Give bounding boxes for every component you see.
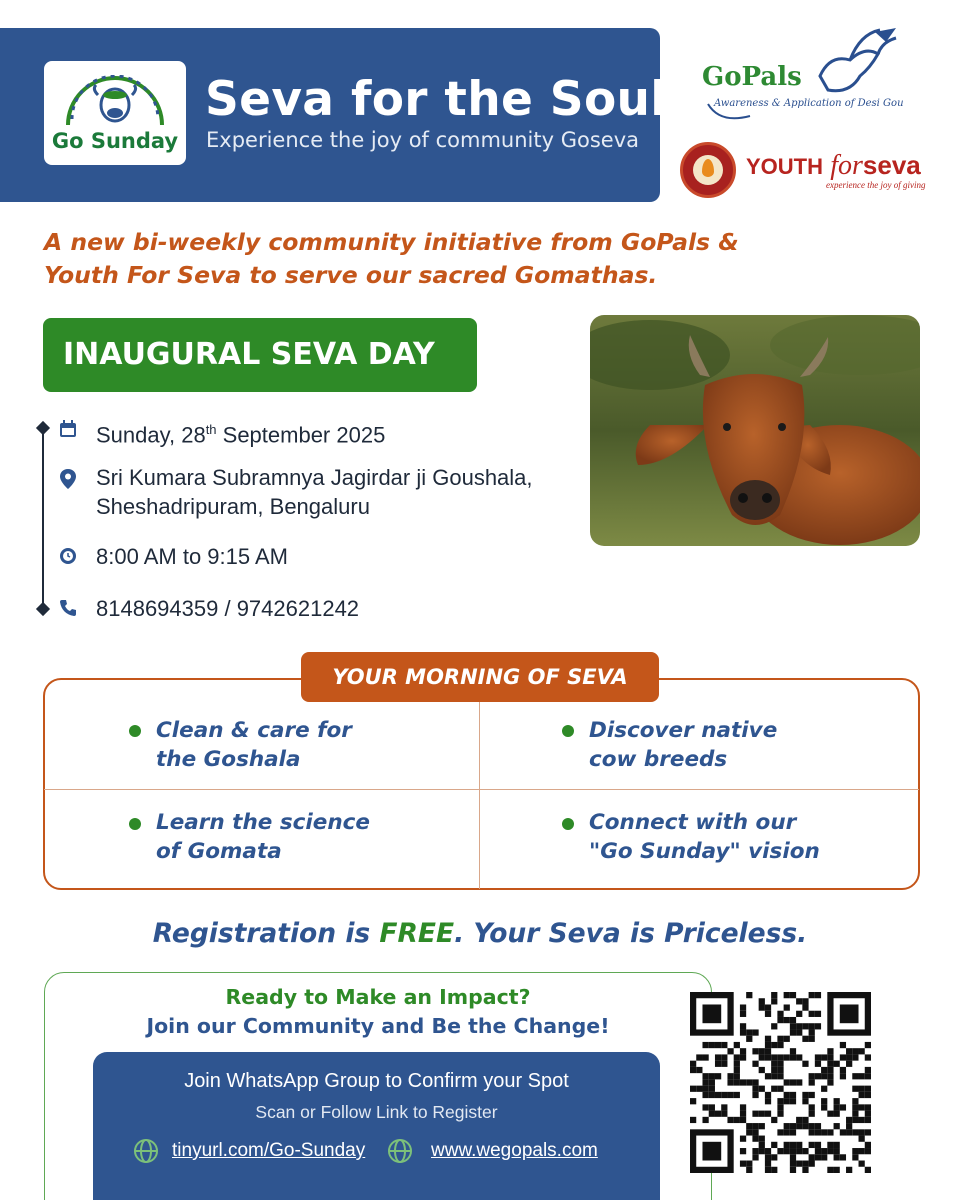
yfs-for: for — [830, 150, 863, 181]
gopals-name: GoPals — [702, 62, 802, 92]
gopals-logo — [700, 24, 920, 134]
bullet-icon — [562, 818, 574, 830]
registration-note — [0, 918, 960, 949]
bullet-icon — [129, 818, 141, 830]
event-venue-line2: Sheshadripuram, Bengaluru — [96, 494, 370, 519]
timeline-end-dot — [36, 602, 50, 616]
registration-part2: . Your Seva is Priceless. — [454, 918, 808, 949]
page-subtitle: Experience the joy of community Goseva — [206, 128, 640, 152]
globe-icon — [387, 1138, 413, 1164]
seva-heading: YOUR MORNING OF SEVA — [301, 652, 659, 702]
scan-instruction: Scan or Follow Link to Register — [255, 1102, 498, 1122]
seva-divider-vertical — [479, 702, 480, 889]
impact-subheading: Join our Community and Be the Change! — [146, 1014, 610, 1038]
yfs-tagline: experience the joy of giving — [826, 180, 926, 190]
timeline-start-dot — [36, 421, 50, 435]
youth-for-seva-seal-icon — [680, 142, 736, 198]
event-venue-line1: Sri Kumara Subramnya Jagirdar ji Goushala, — [96, 465, 533, 490]
bullet-icon — [129, 725, 141, 737]
timeline-line — [42, 426, 44, 610]
website-link[interactable]: www.wegopals.com — [431, 1140, 598, 1161]
cow-logo-icon — [58, 75, 172, 133]
bullet-icon — [562, 725, 574, 737]
event-time: 8:00 AM to 9:15 AM — [96, 544, 289, 569]
seva-item-line2: the Goshala — [156, 747, 301, 772]
date-suffix-sup: th — [205, 422, 217, 437]
go-sunday-logo-text: Go Sunday — [51, 129, 179, 153]
seva-item-line1: Learn the science — [156, 810, 370, 835]
clock-icon — [58, 546, 78, 566]
seva-divider-horizontal — [44, 789, 919, 790]
seva-item-line2: of Gomata — [156, 839, 282, 864]
date-prefix: Sunday, 28 — [96, 422, 206, 448]
phone-icon — [58, 598, 78, 618]
impact-heading: Ready to Make an Impact? — [225, 985, 531, 1009]
globe-icon — [133, 1138, 159, 1164]
seva-item-line1: Discover native — [589, 718, 778, 743]
cow-photo — [590, 315, 920, 546]
seva-item-line1: Clean & care for — [156, 718, 352, 743]
seva-item — [156, 716, 352, 774]
registration-free: FREE — [379, 918, 455, 949]
inaugural-heading: INAUGURAL SEVA DAY — [43, 318, 477, 392]
qr-code[interactable] — [690, 992, 871, 1173]
event-tagline: A new bi-weekly community initiative from GoPals & Youth For Seva to serve our sacred Gomathas. — [44, 228, 739, 289]
date-month-year: September 2025 — [216, 422, 386, 448]
seva-item-line2: cow breeds — [589, 747, 728, 772]
seva-item — [589, 808, 820, 866]
seva-item-line2: "Go Sunday" vision — [589, 839, 820, 864]
registration-part1: Registration is — [152, 918, 380, 949]
tinyurl-link[interactable]: tinyurl.com/Go-Sunday — [172, 1140, 366, 1161]
page-title: Seva for the Soul — [205, 72, 667, 127]
seva-item — [156, 808, 370, 866]
seva-item — [589, 716, 777, 774]
event-phone: 8148694359 / 9742621242 — [96, 596, 360, 621]
yfs-seva: seva — [862, 150, 921, 180]
youth-for-seva-logo — [746, 150, 921, 182]
gopals-tagline: Awareness & Application of Desi Gou — [714, 98, 904, 109]
yfs-youth: YOUTH — [746, 154, 823, 179]
whatsapp-heading: Join WhatsApp Group to Confirm your Spot — [184, 1070, 569, 1092]
location-pin-icon — [58, 468, 78, 490]
event-date — [96, 415, 385, 449]
seva-item-line1: Connect with our — [589, 810, 797, 835]
calendar-icon — [58, 419, 78, 439]
go-sunday-logo — [44, 61, 186, 165]
